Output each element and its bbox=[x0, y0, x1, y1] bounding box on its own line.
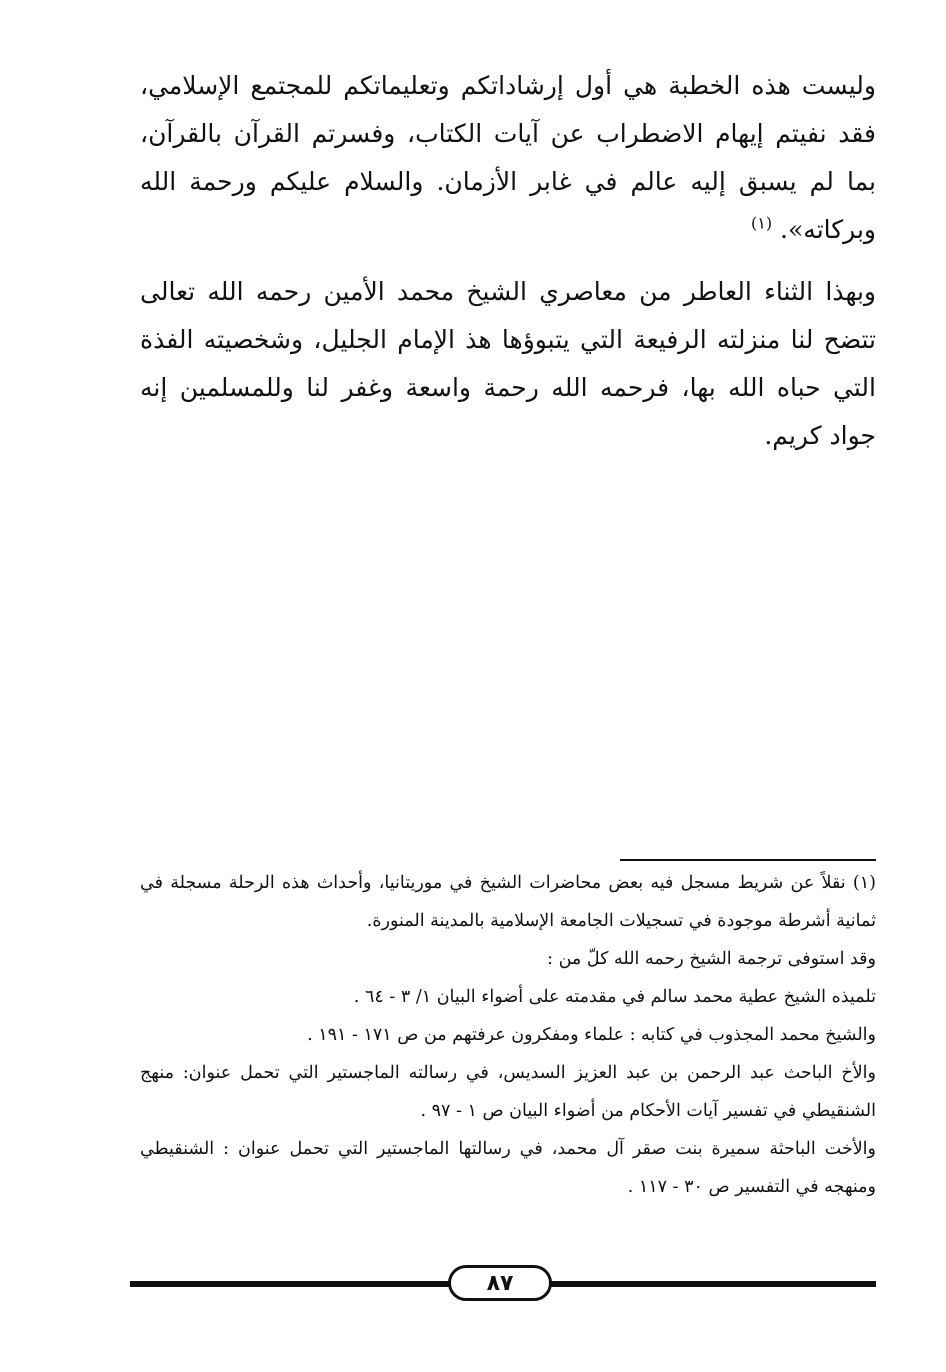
footnotes-section bbox=[140, 864, 876, 1206]
footnote-biography-intro: وقد استوفى ترجمة الشيخ رحمه الله كلّ من : bbox=[547, 949, 876, 969]
footnote-source-sudais: والأخ الباحث عبد الرحمن بن عبد العزيز السديس، في رسالته الماجستير التي تحمل عنوان: منهج الشنقيطي في تفسير آيات الأحكام من أضواء البيان ص ١ - ٩٧ . bbox=[140, 1063, 876, 1121]
footnote-reference-1[interactable]: (١) bbox=[751, 213, 773, 233]
main-text-body bbox=[140, 62, 876, 468]
footnote-source-atiyya: تلميذه الشيخ عطية محمد سالم في مقدمته على أضواء البيان ١/ ٣ - ٦٤ . bbox=[353, 987, 876, 1007]
page-number-badge bbox=[448, 1265, 552, 1301]
footnote-source-samira: والأخت الباحثة سميرة بنت صقر آل محمد، في رسالتها الماجستير التي تحمل عنوان : الشنقيطي ومنهجه في التفسير ص ٣٠ - ١١٧ . bbox=[140, 1139, 876, 1197]
page-footer bbox=[130, 1262, 876, 1306]
footnote-source-majdhub: والشيخ محمد المجذوب في كتابه : علماء ومفكرون عرفتهم من ص ١٧١ - ١٩١ . bbox=[307, 1025, 876, 1045]
paragraph-khutba-quote bbox=[140, 62, 876, 254]
paragraph-1-text: وليست هذه الخطبة هي أول إرشاداتكم وتعليماتكم للمجتمع الإسلامي، فقد نفيتم إيهام الاضطراب عن آيات الكتاب، وفسرتم القرآن بالقرآن، بما لم يسبق إليه عالم في غابر الأزمان. والسلام عليكم ورحمة الله وبركاته». bbox=[140, 71, 877, 244]
page-number: ٨٧ bbox=[486, 1270, 514, 1296]
footnote-separator bbox=[620, 859, 876, 861]
footer-rule-left bbox=[130, 1281, 460, 1287]
paragraph-praise: وبهذا الثناء العاطر من معاصري الشيخ محمد الأمين رحمه الله تعالى تتضح لنا منزلته الرفيعة التي يتبوؤها هذ الإمام الجليل، وشخصيته الفذة التي حباه الله بها، فرحمه الله رحمة واسعة وغفر لنا وللمسلمين إنه جواد كريم. bbox=[140, 277, 876, 450]
footer-rule-right bbox=[546, 1281, 876, 1287]
footnote-1: (١) نقلاً عن شريط مسجل فيه بعض محاضرات الشيخ في موريتانيا، وأحداث هذه الرحلة مسجلة في ثمانية أشرطة موجودة في تسجيلات الجامعة الإسلامية بالمدينة المنورة. bbox=[140, 873, 876, 931]
